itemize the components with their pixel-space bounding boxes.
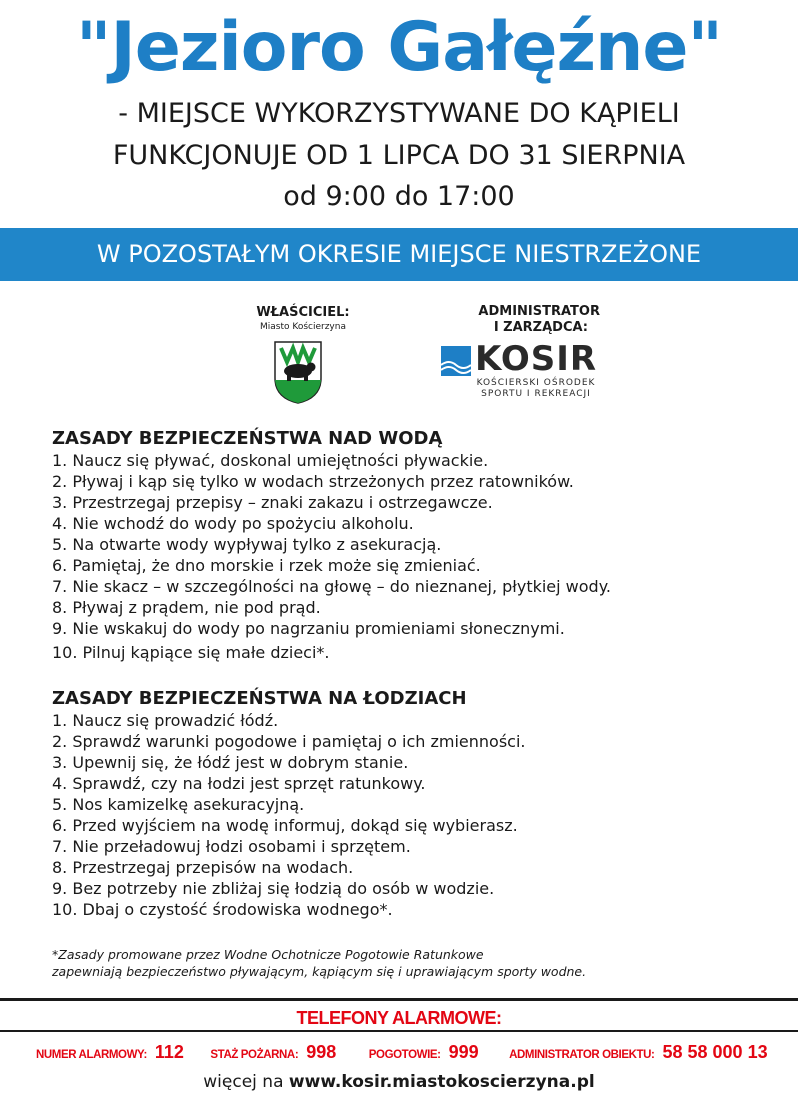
phone-fire bbox=[210, 1042, 336, 1063]
website-link[interactable]: www.kosir.miastokoscierzyna.pl bbox=[288, 1072, 595, 1092]
subtitle-line-3: od 9:00 do 17:00 bbox=[283, 181, 515, 212]
page-title: "Jezioro Gałęźne" bbox=[76, 8, 722, 87]
phone-label: POGOTOWIE: bbox=[368, 1049, 441, 1061]
alarm-phones-title: TELEFONY ALARMOWE: bbox=[296, 1008, 502, 1028]
subtitle-line-1: - MIEJSCE WYKORZYSTYWANE DO KĄPIELI bbox=[118, 98, 680, 129]
list-item: 9. Bez potrzeby nie zbliżaj się łodzią do osób w wodzie. bbox=[52, 879, 495, 898]
phone-emergency bbox=[36, 1042, 184, 1063]
phone-number: 58 58 000 13 bbox=[662, 1042, 768, 1062]
list-item: 7. Nie skacz – w szczególności na głowę – do nieznanej, płytkiej wody. bbox=[52, 577, 611, 596]
kosir-sub-line-2: SPORTU I REKREACJI bbox=[481, 389, 591, 399]
subtitle-line-2: FUNKCJONUJE OD 1 LIPCA DO 31 SIERPNIA bbox=[112, 140, 686, 171]
list-item: 10. Dbaj o czystość środowiska wodnego*. bbox=[52, 900, 393, 919]
phone-number: 998 bbox=[306, 1042, 337, 1062]
phone-number: 999 bbox=[448, 1042, 479, 1062]
phone-number: 112 bbox=[154, 1042, 184, 1062]
list-item: 7. Nie przeładowuj łodzi osobami i sprzętem. bbox=[52, 837, 411, 856]
boat-rules-list bbox=[52, 710, 772, 920]
list-item: 4. Sprawdź, czy na łodzi jest sprzęt ratunkowy. bbox=[52, 774, 426, 793]
water-rules-list bbox=[52, 450, 772, 663]
divider bbox=[0, 998, 798, 1001]
phone-label: STAŻ POŻARNA: bbox=[210, 1049, 299, 1061]
alarm-phones-row bbox=[36, 1042, 768, 1063]
list-item: 5. Nos kamizelkę asekuracyjną. bbox=[52, 795, 305, 814]
list-item: 2. Sprawdź warunki pogodowe i pamiętaj o ich zmienności. bbox=[52, 732, 526, 751]
footnote-line-2: zapewniają bezpieczeństwo pływającym, kąpiącym się i uprawiającym sporty wodne. bbox=[52, 964, 587, 979]
kosir-sub-line-1: KOŚCIERSKI OŚRODEK bbox=[476, 378, 596, 388]
list-item: 1. Naucz się pływać, doskonal umiejętności pływackie. bbox=[52, 451, 489, 470]
list-item: 5. Na otwarte wody wypływaj tylko z asekuracją. bbox=[52, 535, 442, 554]
water-rules-section bbox=[52, 428, 772, 663]
administrator-label-line-1: ADMINISTRATOR bbox=[478, 304, 600, 319]
administrator-label-line-2: I ZARZĄDCA: bbox=[493, 320, 588, 335]
footnote bbox=[52, 946, 772, 980]
footnote-line-1: *Zasady promowane przez Wodne Ochotnicze Pogotowie Ratunkowe bbox=[52, 947, 484, 962]
water-rules-heading: ZASADY BEZPIECZEŃSTWA NAD WODĄ bbox=[52, 428, 443, 449]
list-item: 3. Przestrzegaj przepisy – znaki zakazu i ostrzegawcze. bbox=[52, 493, 493, 512]
bear-crest-icon bbox=[273, 340, 323, 404]
list-item: 6. Przed wyjściem na wodę informuj, dokąd się wybierasz. bbox=[52, 816, 518, 835]
list-item: 10. Pilnuj kąpiące się małe dzieci*. bbox=[52, 643, 330, 662]
list-item: 9. Nie wskakuj do wody po nagrzaniu promieniami słonecznymi. bbox=[52, 619, 565, 638]
more-info-prefix: więcej na bbox=[203, 1072, 284, 1092]
list-item: 6. Pamiętaj, że dno morskie i rzek może się zmieniać. bbox=[52, 556, 481, 575]
phone-label: ADMINISTRATOR OBIEKTU: bbox=[509, 1049, 655, 1061]
owner-label: WŁAŚCICIEL: bbox=[256, 305, 350, 320]
boat-rules-heading: ZASADY BEZPIECZEŃSTWA NA ŁODZIACH bbox=[52, 688, 467, 709]
unguarded-banner: W POZOSTAŁYM OKRESIE MIEJSCE NIESTRZEŻONE bbox=[0, 228, 798, 281]
list-item: 2. Pływaj i kąp się tylko w wodach strzeżonych przez ratowników. bbox=[52, 472, 574, 491]
boat-rules-section bbox=[52, 688, 772, 920]
divider bbox=[0, 1030, 798, 1032]
list-item: 8. Pływaj z prądem, nie pod prąd. bbox=[52, 598, 321, 617]
kosir-logo-subtitle bbox=[476, 378, 596, 400]
list-item: 1. Naucz się prowadzić łódź. bbox=[52, 711, 279, 730]
phone-label: NUMER ALARMOWY: bbox=[36, 1049, 147, 1061]
list-item: 4. Nie wchodź do wody po spożyciu alkoholu. bbox=[52, 514, 414, 533]
kosir-logo-text: KOSIR bbox=[475, 339, 598, 379]
phone-administrator bbox=[509, 1042, 768, 1063]
administrator-label bbox=[440, 304, 600, 336]
owner-name: Miasto Kościerzyna bbox=[260, 322, 346, 332]
more-info bbox=[0, 1072, 798, 1092]
kosir-logo-icon bbox=[441, 346, 471, 376]
list-item: 8. Przestrzegaj przepisów na wodach. bbox=[52, 858, 354, 877]
list-item: 3. Upewnij się, że łódź jest w dobrym stanie. bbox=[52, 753, 409, 772]
phone-ambulance bbox=[369, 1042, 479, 1063]
